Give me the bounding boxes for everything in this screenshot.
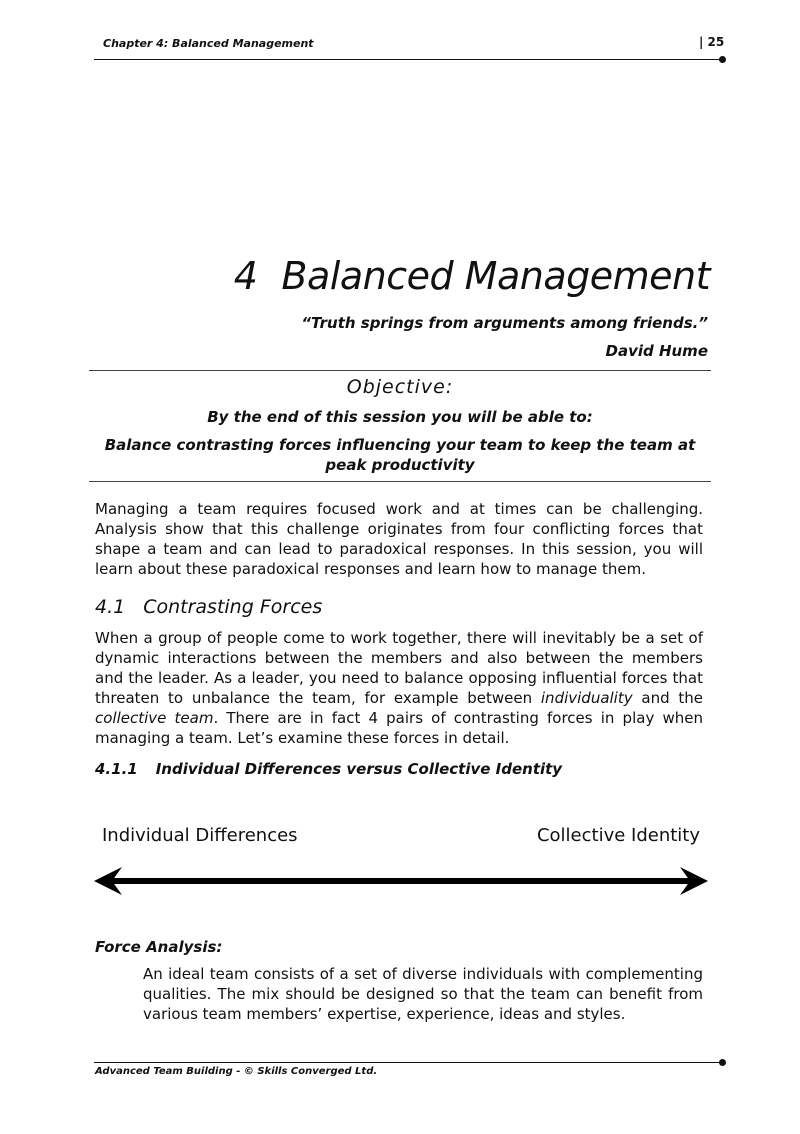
chapter-number: 4 (233, 254, 258, 298)
section-title: Contrasting Forces (143, 596, 323, 618)
objective-top-rule (89, 370, 711, 371)
header-rule-dot (719, 56, 726, 63)
force-analysis-text: An ideal team consists of a set of diverse individuals with complementing qualities. The mix should be designed so that the team can benefit from various team members’ expertise, experience, ideas and styles. (143, 965, 703, 1023)
objective-heading: Objective: (346, 376, 454, 398)
section-paragraph-part: When a group of people come to work together, there will inevitably be a set of dynamic interactions between the members and also between the members and the leader. As a leader, you need to balance opposing influential forces that threaten to unbalance the team, for example between (95, 629, 703, 707)
chapter-title-text: Balanced Management (281, 254, 710, 298)
epigraph-author: David Hume (605, 342, 708, 360)
objective-subheading: By the end of this session you will be able to: (207, 408, 593, 426)
objective-text: Balance contrasting forces influencing your team to keep the team at peak productivity (104, 436, 696, 474)
section-paragraph (95, 628, 703, 748)
subsection-title: Individual Differences versus Collective Identity (155, 760, 563, 778)
subsection-number: 4.1.1 (95, 760, 138, 778)
subsection-heading (95, 760, 562, 778)
spectrum-left-label: Individual Differences (102, 825, 298, 846)
chapter-title (234, 254, 710, 298)
running-header-chapter: Chapter 4: Balanced Management (103, 37, 314, 50)
emphasis-individuality: individuality (540, 689, 633, 707)
footer-text: Advanced Team Building - © Skills Converged Ltd. (95, 1066, 378, 1077)
section-paragraph-part: . There are in fact 4 pairs of contrasting forces in play when managing a team. Let’s examine these forces in detail. (95, 709, 703, 747)
page-number: | 25 (699, 35, 725, 49)
header-rule (94, 59, 722, 60)
spectrum-right-label: Collective Identity (536, 825, 700, 846)
force-analysis-label: Force Analysis: (95, 938, 223, 956)
emphasis-collective-team: collective team (95, 709, 214, 727)
section-heading (95, 596, 322, 618)
section-paragraph-part: and the (632, 689, 703, 707)
intro-paragraph: Managing a team requires focused work and at times can be challenging. Analysis show that this challenge originates from four conflicting forces that shape a team and can lead to paradoxical responses. In this session, you will learn about these paradoxical responses and learn how to manage them. (95, 500, 703, 578)
objective-bottom-rule (89, 481, 711, 482)
section-number: 4.1 (95, 596, 126, 618)
footer-rule (94, 1062, 722, 1063)
epigraph-quote: “Truth springs from arguments among friends.” (301, 314, 708, 332)
double-headed-arrow-icon (92, 864, 710, 898)
footer-rule-dot (719, 1059, 726, 1066)
